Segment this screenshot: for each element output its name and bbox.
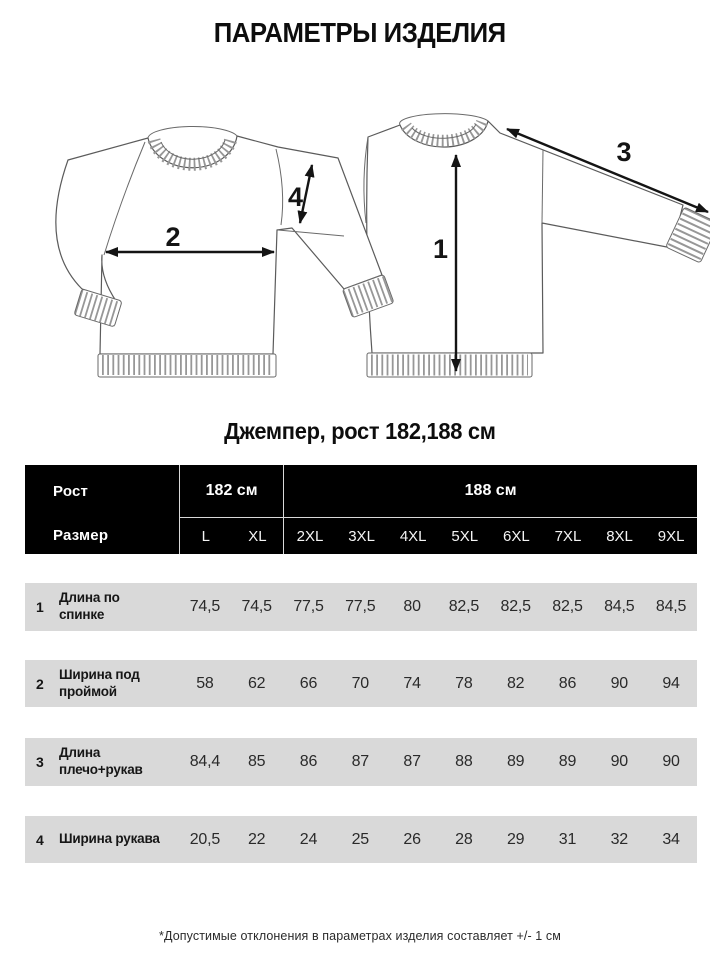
- size-value: 24: [299, 830, 318, 848]
- size-value: 26: [403, 830, 421, 848]
- measurement-label-1: 1: [432, 234, 448, 264]
- header-size-9XL: 9XL: [657, 527, 685, 545]
- size-value: 90: [610, 753, 628, 770]
- size-value: 82: [506, 674, 525, 692]
- measurement-label-2: 2: [165, 222, 181, 252]
- table-row: [25, 583, 697, 631]
- size-diagram: [10, 105, 710, 405]
- header-height-label: Рост: [53, 482, 89, 500]
- header-sizes: [179, 517, 697, 554]
- height-group-182: 182 см: [179, 465, 283, 517]
- row-label: Ширина рукава: [59, 831, 160, 847]
- size-value: 29: [506, 830, 525, 848]
- size-value: 82,5: [500, 598, 531, 615]
- table-row: [25, 738, 697, 786]
- size-value: 80: [403, 598, 421, 615]
- size-value: 89: [558, 753, 577, 770]
- table-row: [25, 816, 697, 863]
- header-size-7XL: 7XL: [554, 527, 582, 545]
- size-value: 84,4: [189, 753, 221, 770]
- size-value: 28: [455, 830, 473, 848]
- header-size-XL: XL: [248, 527, 267, 545]
- size-value: 85: [247, 753, 266, 770]
- header-size-2XL: 2XL: [283, 518, 336, 554]
- size-value: 34: [662, 830, 680, 848]
- row-label: Ширина под проймой: [59, 666, 140, 699]
- row-label-cell: [25, 745, 179, 779]
- page-title-text: ПАРАМЕТРЫ ИЗДЕЛИЯ: [213, 17, 507, 48]
- row-label: Длина плечо+рукав: [59, 745, 143, 777]
- measurement-label-4: 4: [287, 182, 303, 212]
- size-value: 32: [610, 830, 628, 848]
- size-value: 74: [403, 674, 421, 692]
- measurement-label-3: 3: [616, 137, 632, 167]
- size-value: 87: [403, 753, 421, 770]
- size-value: 74,5: [189, 598, 221, 615]
- table-rows: [25, 583, 697, 863]
- size-value: 20,5: [189, 830, 221, 848]
- row-label: Длина по спинке: [59, 590, 120, 622]
- size-value: 77,5: [345, 598, 376, 615]
- product-subtitle-text: Джемпер, рост 182,188 см: [224, 418, 496, 444]
- header-size-row: [25, 517, 697, 554]
- header-size-L: L: [201, 527, 210, 545]
- size-value: 89: [506, 753, 525, 770]
- size-value: 58: [196, 674, 214, 692]
- size-value: 84,5: [604, 598, 635, 615]
- size-value: 77,5: [293, 598, 324, 615]
- size-value: 90: [610, 674, 628, 692]
- size-value: 62: [247, 674, 266, 692]
- sweater-front-view: [56, 126, 394, 377]
- size-value: 78: [455, 674, 473, 692]
- size-value: 88: [455, 753, 473, 770]
- size-value: 90: [662, 753, 680, 770]
- header-size-3XL: 3XL: [348, 527, 375, 545]
- size-value: 66: [299, 674, 318, 692]
- row-label-cell: [25, 831, 179, 848]
- header-size-4XL: 4XL: [399, 527, 427, 545]
- row-number: 2: [36, 675, 44, 692]
- header-size-label: Размер: [53, 527, 109, 544]
- size-value: 84,5: [655, 598, 687, 615]
- size-value: 70: [351, 674, 369, 692]
- size-value: 82,5: [448, 598, 480, 615]
- row-number: 3: [36, 754, 44, 770]
- product-subtitle: [0, 418, 720, 445]
- row-label-cell: [25, 590, 179, 624]
- size-value: 82,5: [552, 598, 583, 615]
- size-value: 74,5: [241, 598, 272, 615]
- tolerance-footnote: *Допустимые отклонения в параметрах изделия составляет +/- 1 см: [159, 929, 561, 943]
- height-group-188: 188 см: [283, 465, 697, 517]
- page-title: [0, 17, 720, 49]
- size-table: [25, 465, 697, 863]
- row-number: 1: [36, 599, 44, 615]
- row-label-cell: [25, 667, 179, 701]
- size-value: 86: [558, 674, 577, 692]
- header-size-5XL: 5XL: [451, 527, 479, 545]
- size-table-header: [25, 465, 697, 554]
- header-size-8XL: 8XL: [606, 527, 633, 545]
- size-value: 22: [247, 830, 266, 848]
- size-value: 94: [662, 674, 680, 692]
- size-value: 86: [299, 753, 318, 770]
- sweater-back-view: [364, 114, 710, 377]
- header-size-6XL: 6XL: [503, 527, 530, 545]
- table-row: [25, 660, 697, 707]
- size-value: 25: [351, 830, 369, 848]
- size-value: 31: [558, 830, 577, 848]
- size-value: 87: [351, 753, 369, 770]
- header-height-row: [25, 465, 697, 517]
- row-number: 4: [36, 831, 44, 848]
